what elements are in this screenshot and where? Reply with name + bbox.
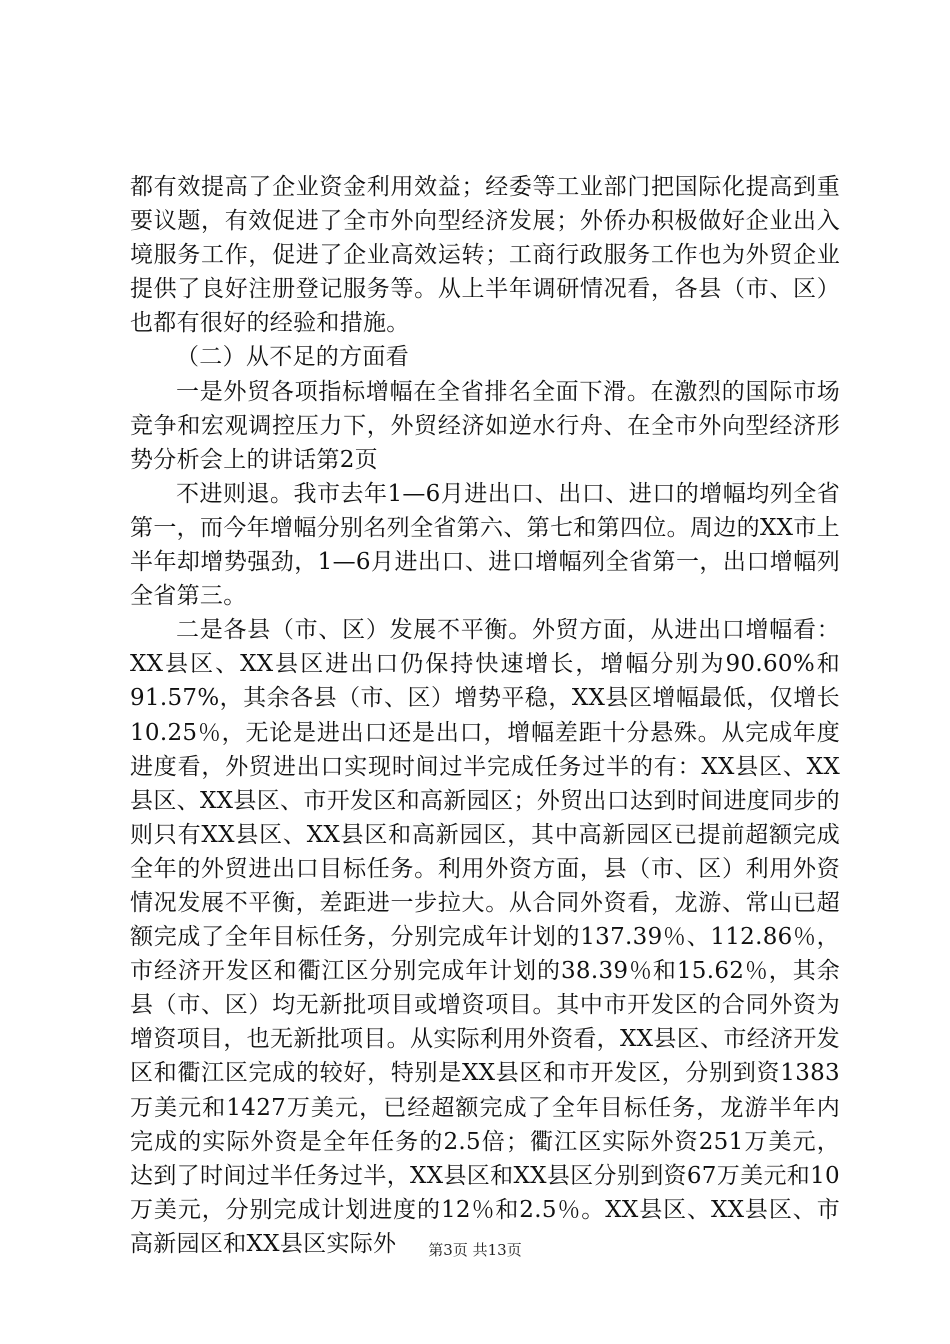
paragraph-not-advance: 不进则退。我市去年1—6月进出口、出口、进口的增幅均列全省第一，而今年增幅分别名列全省第六、第七和第四位。周边的XX市上半年却增势强劲，1—6月进出口、进口增幅列全省第一，出口增幅列全省第三。: [130, 480, 840, 610]
section-heading: （二）从不足的方面看: [176, 344, 409, 371]
document-body: [130, 170, 840, 1261]
paragraph-point-two: 二是各县（市、区）发展不平衡。外贸方面，从进出口增幅看：XX县区、XX县区进出口仍保持快速增长，增幅分别为90.60%和91.57%，其余各县（市、区）增势平稳，XX县区增幅最低，仅增长10.25％，无论是进出口还是出口，增幅差距十分悬殊。从完成年度进度看，外贸进出口实现时间过半完成任务过半的有：XX县区、XX县区、XX县区、市开发区和高新园区；外贸出口达到时间进度同步的则只有XX县区、XX县区和高新园区，其中高新园区已提前超额完成全年的外贸进出口目标任务。利用外资方面，县（市、区）利用外资情况发展不平衡，差距进一步拉大。从合同外资看，龙游、常山已超额完成了全年目标任务，分别完成年计划的137.39％、112.86％，市经济开发区和衢江区分别完成年计划的38.39％和15.62％，其余县（市、区）均无新批项目或增资项目。其中市开发区的合同外资为增资项目，也无新批项目。从实际利用外资看，XX县区、市经济开发区和衢江区完成的较好，特别是XX县区和市开发区，分别到资1383万美元和1427万美元，已经超额完成了全年目标任务，龙游半年内完成的实际外资是全年任务的2.5倍；衢江区实际外资251万美元，达到了时间过半任务过半，XX县区和XX县区分别到资67万美元和10万美元，分别完成计划进度的12％和2.5％。XX县区、XX县区、市高新园区和XX县区实际外: [130, 617, 840, 1257]
page-footer: 第3页 共13页: [428, 1241, 522, 1259]
paragraph-point-one: 一是外贸各项指标增幅在全省排名全面下滑。在激烈的国际市场竞争和宏观调控压力下，外贸经济如逆水行舟、在全市外向型经济形势分析会上的讲话第2页: [130, 378, 840, 473]
paragraph-continued: 都有效提高了企业资金利用效益；经委等工业部门把国际化提高到重要议题，有效促进了全市外向型经济发展；外侨办积极做好企业出入境服务工作，促进了企业高效运转；工商行政服务工作也为外贸企业提供了良好注册登记服务等。从上半年调研情况看，各县（市、区）也都有很好的经验和措施。: [130, 174, 840, 337]
